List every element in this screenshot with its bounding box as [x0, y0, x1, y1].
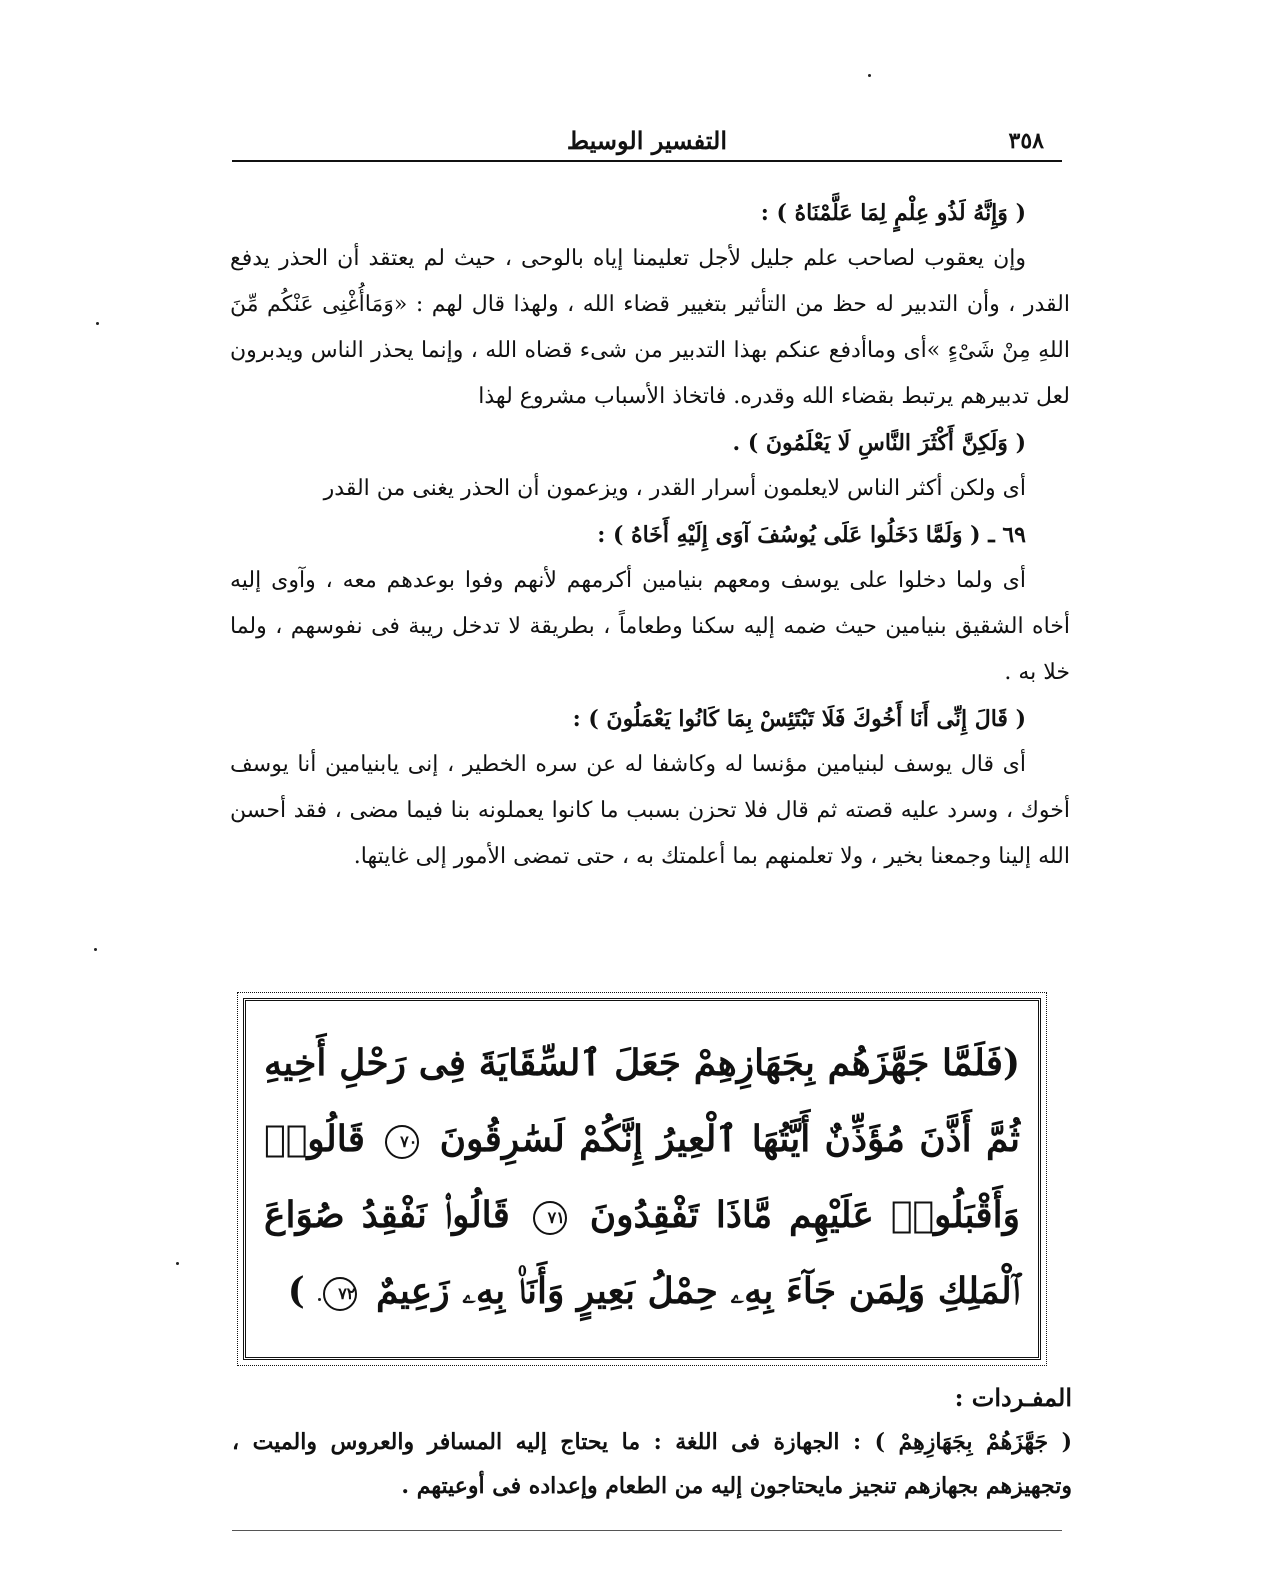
verse-number-72: ٧٢: [323, 1277, 357, 1311]
quran-verses-text: [264, 1025, 1020, 1343]
page-header: [232, 120, 1062, 160]
verse-number-71: ٧١: [533, 1201, 567, 1235]
scan-speck: [96, 322, 99, 325]
scan-speck: [94, 948, 97, 951]
scan-speck: [176, 1262, 179, 1265]
footer-rule: [232, 1530, 1062, 1531]
quran-verse-72: قَالُوا۟ نَفْقِدُ صُوَاعَ ٱلْمَلِكِ وَلِمَن جَآءَ بِهِۦ حِمْلُ بَعِيرٍ وَأَنَا۠ بِهِۦ زَعِيمٌ: [264, 1194, 1020, 1312]
closing-bracket: ): [287, 1270, 305, 1312]
verse-heading: ( وَلَكِنَّ أَكْثَرَ النَّاسِ لَا يَعْلَمُونَ ) .: [732, 430, 1026, 456]
vocabulary-section: [232, 1376, 1072, 1508]
quran-verses-box: [243, 998, 1041, 1360]
quran-verse-70: (فَلَمَّا جَهَّزَهُم بِجَهَازِهِمْ جَعَلَ ٱلسِّقَايَةَ فِى رَحْلِ أَخِيهِ ثُمَّ أَذَّنَ مُؤَذِّنٌ أَيَّتُهَا ٱلْعِيرُ إِنَّكُمْ لَسَٰرِقُونَ: [264, 1042, 1020, 1160]
vocabulary-entry: ( جَهَّزَهُمْ بِجَهَازِهِمْ ) : الجهازة فى اللغة : ما يحتاج إليه المسافر والعروس والميت ، وتجهيزهم بجهازهم تنجيز مايحتاجون إليه من الطعام وإعداده فى أوعيتهم .: [232, 1429, 1072, 1499]
commentary-text: [230, 190, 1070, 880]
scan-speck: [318, 1298, 321, 1301]
verse-heading: ( وَإِنَّهُ لَذُو عِلْمٍ لِمَا عَلَّمْنَاهُ ) :: [760, 200, 1026, 226]
page-number: ٣٥٨: [1008, 128, 1044, 154]
verse-number-70: ٧٠: [385, 1125, 419, 1159]
commentary-paragraph: وإن يعقوب لصاحب علم جليل لأجل تعليمنا إياه بالوحى ، حيث لم يعتقد أن الحذر يدفع القدر ، وأن التدبير له حظ من التأثير بتغيير قضاء الله ، ولهذا قال لهم : «وَمَاأُغْنِى عَنْكُم مِّنَ اللهِ مِنْ شَىْءٍ »أى وماأدفع عنكم بهذا التدبير من شىء قضاه الله ، وإنما يحذر الناس ويدبرون لعل تدبيرهم يرتبط بقضاء الله وقدره. فاتخاذ الأسباب مشروع لهذا: [230, 246, 1070, 409]
commentary-paragraph: أى قال يوسف لبنيامين مؤنسا له وكاشفا له عن سره الخطير ، إنى يابنيامين أنا يوسف أخوك ، وسرد عليه قصته ثم قال فلا تحزن بسبب ما كانوا يعملونه بنا فيما مضى ، فقد أحسن الله إلينا وجمعنا بخير ، ولا تعلمنهم بما أعلمتك به ، حتى تمضى الأمور إلى غايتها.: [230, 752, 1070, 869]
commentary-paragraph: أى ولما دخلوا على يوسف ومعهم بنيامين أكرمهم لأنهم وفوا بوعدهم معه ، وآوى إليه أخاه الشقيق بنيامين حيث ضمه إليه سكنا وطعاماً ، بطريقة لا تدخل ريبة فى نفوسهم ، ولما خلا به .: [230, 568, 1070, 685]
vocabulary-title: المفـردات :: [954, 1383, 1072, 1412]
commentary-paragraph: أى ولكن أكثر الناس لايعلمون أسرار القدر ، ويزعمون أن الحذر يغنى من القدر: [323, 476, 1026, 501]
quran-verse-71: قَالُوا۟ وَأَقْبَلُوا۟ عَلَيْهِم مَّاذَا تَفْقِدُونَ: [264, 1118, 1020, 1236]
verse-heading: ٦٩ ـ ( وَلَمَّا دَخَلُوا عَلَى يُوسُفَ آوَى إِلَيْهِ أَخَاهُ ) :: [597, 522, 1026, 548]
header-rule: [232, 160, 1062, 162]
scan-speck: [868, 74, 871, 77]
book-title: التفسير الوسيط: [566, 126, 727, 155]
verse-heading: ( قَالَ إِنِّى أَنَا أَخُوكَ فَلَا تَبْتَئِسْ بِمَا كَانُوا يَعْمَلُونَ ) :: [572, 706, 1026, 732]
